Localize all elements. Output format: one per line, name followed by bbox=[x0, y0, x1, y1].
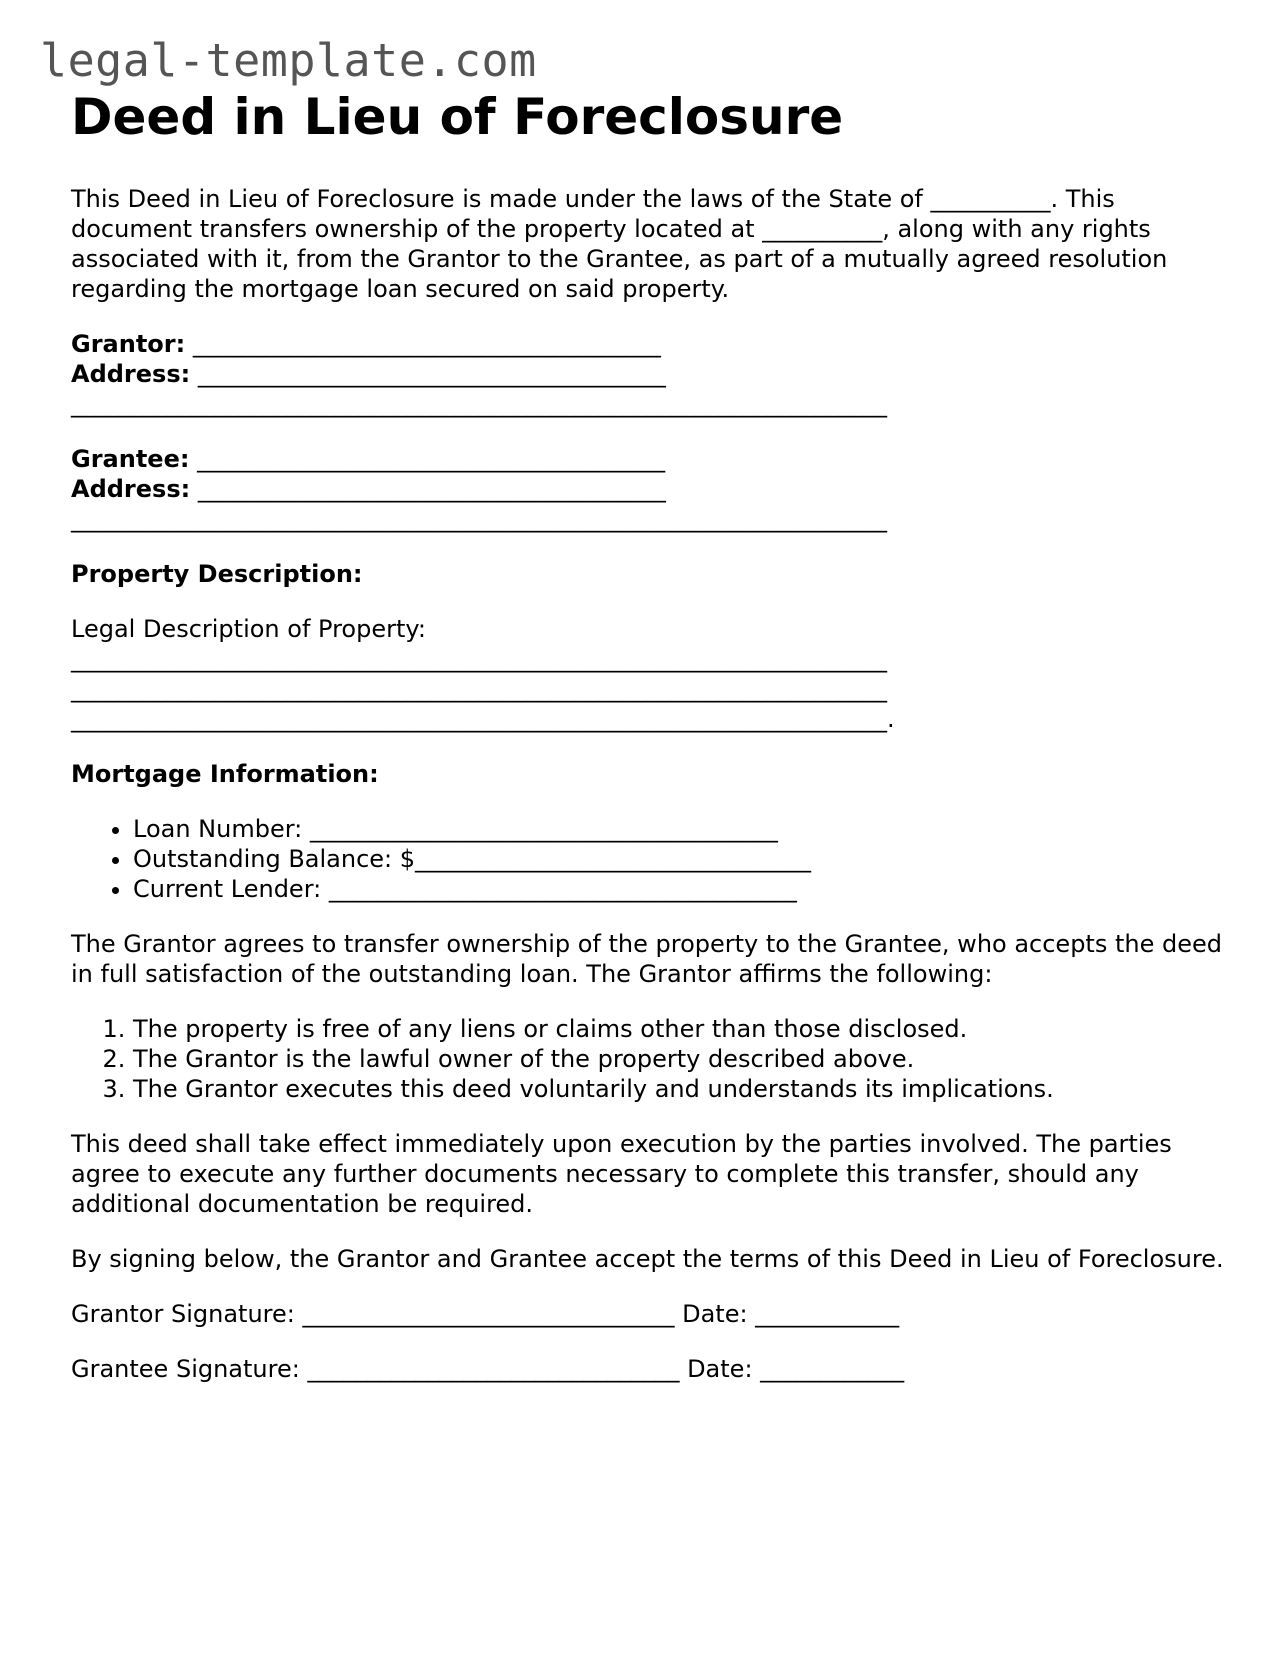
grantor-row bbox=[71, 329, 1231, 359]
document-body bbox=[71, 184, 1231, 1384]
grantee-address-label: Address: bbox=[71, 475, 191, 503]
effect-paragraph: This deed shall take effect immediately upon execution by the parties involved. The parties agree to execute any further documents necessary to complete this transfer, should any additional documentation be required. bbox=[71, 1130, 1172, 1218]
affirmations-list bbox=[71, 1014, 1231, 1104]
legal-description-label: Legal Description of Property: bbox=[71, 615, 426, 643]
agreement-paragraph: The Grantor agrees to transfer ownership of the property to the Grantee, who accepts the deed in full satisfaction of the outstanding loan. The Grantor affirms the following: bbox=[71, 930, 1222, 988]
mortgage-loan-number: • Loan Number: _______________________________________ bbox=[133, 814, 1231, 844]
grantor-address-blank-2: ____________________________________________________________________ bbox=[71, 390, 887, 418]
grantee-label: Grantee: bbox=[71, 445, 190, 473]
grantor-blank: _______________________________________ bbox=[185, 330, 661, 358]
legal-description-line: ____________________________________________________________________ bbox=[71, 675, 887, 703]
grantor-address-blank: _______________________________________ bbox=[190, 360, 666, 388]
grantor-signature-line: Grantor Signature: _______________________________ Date: ____________ bbox=[71, 1300, 900, 1328]
mortgage-current-lender: • Current Lender: _______________________________________ bbox=[133, 874, 1231, 904]
grantee-address-blank-2: ____________________________________________________________________ bbox=[71, 505, 887, 533]
grantor-label: Grantor: bbox=[71, 330, 186, 358]
grantee-address-blank: _______________________________________ bbox=[190, 475, 666, 503]
grantor-address-label: Address: bbox=[71, 360, 191, 388]
intro-paragraph: This Deed in Lieu of Foreclosure is made under the laws of the State of __________. This document transfers ownership of the property located at __________, along with any rights associated with it, from the Grantor to the Grantee, as part of a mutually agreed resolution regarding the mortgage loan secured on said property. bbox=[71, 185, 1168, 303]
grantee-row bbox=[71, 444, 1231, 474]
legal-description-line: ____________________________________________________________________. bbox=[71, 705, 895, 733]
grantor-address-row bbox=[71, 359, 1231, 389]
mortgage-outstanding-balance: • Outstanding Balance: $_________________________________ bbox=[133, 844, 1231, 874]
affirmation-item: 3. The Grantor executes this deed voluntarily and understands its implications. bbox=[133, 1074, 1231, 1104]
legal-description-line: ____________________________________________________________________ bbox=[71, 645, 887, 673]
affirmation-item: 1. The property is free of any liens or claims other than those disclosed. bbox=[133, 1014, 1231, 1044]
mortgage-list bbox=[71, 814, 1231, 904]
acceptance-paragraph: By signing below, the Grantor and Grantee accept the terms of this Deed in Lieu of Foreclosure. bbox=[71, 1245, 1224, 1273]
watermark-logo: legal-template.com bbox=[40, 34, 537, 87]
grantee-block bbox=[71, 444, 1231, 534]
grantee-address-row bbox=[71, 474, 1231, 504]
document-title: Deed in Lieu of Foreclosure bbox=[71, 88, 844, 146]
grantee-signature-line: Grantee Signature: _______________________________ Date: ____________ bbox=[71, 1355, 905, 1383]
affirmation-item: 2. The Grantor is the lawful owner of the property described above. bbox=[133, 1044, 1231, 1074]
mortgage-heading: Mortgage Information: bbox=[71, 760, 379, 788]
property-heading: Property Description: bbox=[71, 560, 363, 588]
grantor-block bbox=[71, 329, 1231, 419]
grantee-blank: _______________________________________ bbox=[189, 445, 666, 473]
